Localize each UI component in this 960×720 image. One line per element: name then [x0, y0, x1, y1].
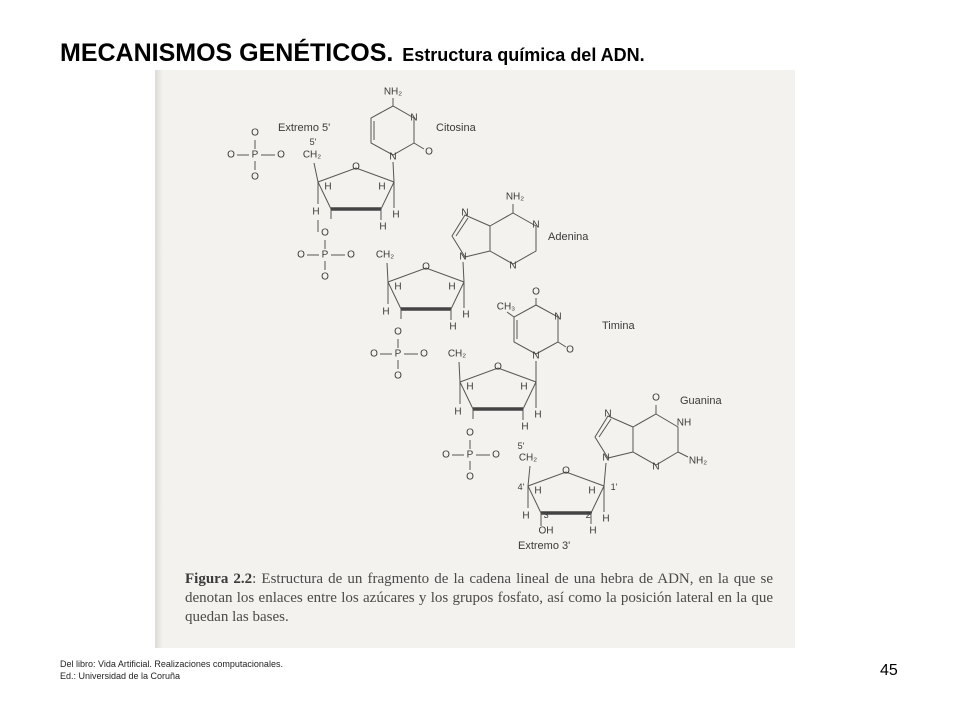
guanine-nh1: NH [676, 417, 692, 429]
sugar-h-c4-2: H [394, 281, 402, 293]
cytosine-n1: N [389, 151, 397, 163]
phosphate-o-left-3: O [370, 348, 378, 360]
adenine-glycosidic-bond [463, 262, 464, 282]
ch2-group-4: CH₂ [518, 452, 538, 464]
guanine-six-ring [633, 414, 678, 465]
phosphate-o-top-3: O [394, 326, 402, 338]
pos-1prime: 1' [610, 482, 618, 492]
adenine-n7: N [461, 207, 469, 219]
title-main: MECANISMOS GENÉTICOS. [60, 39, 394, 67]
caption-label: Figura 2.2 [185, 571, 253, 587]
thymine-n1: N [532, 350, 540, 362]
sugar-h-c4-down-1: H [312, 206, 320, 218]
guanine-n9: N [602, 452, 610, 464]
phosphate-o-right-4: O [492, 449, 500, 461]
sugar-h-c2-down-4: H [589, 525, 597, 537]
phosphate-o-bottom-2: O [321, 271, 329, 283]
phosphate-p-4: P [466, 449, 474, 461]
sugar-ring-oxygen-2: O [422, 261, 430, 273]
phosphate-o-right-1: O [277, 149, 285, 161]
phosphate-o-top-4: O [466, 427, 474, 439]
phosphate-o-right-3: O [420, 348, 428, 360]
sugar-h-c4-down-3: H [454, 406, 462, 418]
page-number: 45 [880, 662, 898, 679]
ch2-group-1: CH₂ [302, 149, 322, 161]
sugar-ring-oxygen-4: O [562, 465, 570, 477]
adenine-n1: N [532, 219, 540, 231]
cytosine-oxygen: O [425, 146, 433, 158]
phosphate-o-top-1: O [251, 127, 259, 139]
guanine-five-ring [595, 416, 633, 458]
sugar-h-c4-1: H [324, 181, 332, 193]
thymine-ring [514, 305, 558, 354]
sugar-h-c1-down-1: H [392, 209, 400, 221]
sugar-ring-oxygen-3: O [494, 361, 502, 373]
sugar-h-c1-down-2: H [462, 309, 470, 321]
phosphate-o-left-4: O [442, 449, 450, 461]
label-timina: Timina [602, 320, 635, 332]
thymine-o2: O [566, 344, 574, 356]
sugar-h-c4-down-2: H [382, 306, 390, 318]
source-citation [60, 658, 283, 682]
slide-title [60, 32, 645, 69]
label-adenina: Adenina [548, 231, 589, 243]
ch2-group-2: CH₂ [375, 249, 395, 261]
phosphate-p-3: P [394, 348, 402, 360]
phosphate-p-1: P [251, 149, 259, 161]
phosphate-o-bottom-3: O [394, 370, 402, 382]
source-line-1: Del libro: Vida Artificial. Realizaciones computacionales. [60, 659, 283, 669]
source-line-2: Ed.: Universidad de la Coruña [60, 671, 181, 681]
sugar-h-c1-1: H [378, 181, 386, 193]
cytosine-nh2: NH₂ [383, 86, 403, 98]
caption-text: : Estructura de un fragmento de la cadena lineal de una hebra de ADN, en la que se denotan los enlaces entre los azúcares y los grupos fosfato, así como la posición lateral en la que quedan las bases. [185, 571, 773, 625]
sugar-h-c4-down-4: H [522, 510, 530, 522]
guanine-n7: N [604, 408, 612, 420]
label-extremo-3: Extremo 3' [518, 540, 571, 552]
cytosine-n3: N [410, 112, 418, 124]
sugar-h-c2-down-3: H [521, 421, 529, 433]
sugar-ring-oxygen-1: O [352, 161, 360, 173]
pos-5prime-1: 5' [309, 137, 317, 147]
title-subtitle: Estructura química del ADN. [402, 45, 645, 65]
sugar-h-c4-3: H [466, 381, 474, 393]
sugar-h-c2-down-1: H [379, 221, 387, 233]
phosphate-o-left-2: O [297, 249, 305, 261]
adenine-n3: N [509, 260, 517, 272]
terminal-oh: OH [538, 525, 554, 537]
ch2-c4-bond-1 [314, 163, 318, 182]
adenine-six-ring [490, 213, 536, 264]
adenine-nh2: NH₂ [505, 191, 525, 203]
phosphate-o-left-1: O [227, 149, 235, 161]
guanine-nh2: NH₂ [688, 455, 708, 467]
phosphate-p-2: P [321, 249, 329, 261]
dna-structure-diagram [155, 70, 795, 560]
label-guanina: Guanina [680, 395, 722, 407]
sugar-h-c1-down-4: H [602, 513, 610, 525]
figure-caption [185, 570, 773, 627]
phosphate-o-bottom-4: O [466, 471, 474, 483]
pos-5prime-4: 5' [517, 441, 525, 451]
guanine-nh2-bond [678, 452, 688, 457]
guanine-glycosidic-bond [604, 463, 606, 486]
sugar-h-c2-down-2: H [449, 321, 457, 333]
pos-4prime: 4' [517, 482, 525, 492]
label-extremo-5: Extremo 5' [278, 122, 331, 134]
adenine-n9: N [459, 251, 467, 263]
guanine-o6: O [652, 392, 660, 404]
sugar-h-c1-2: H [448, 281, 456, 293]
cytosine-glycosidic-bond [393, 162, 394, 182]
cytosine-c2-o-bond [414, 143, 424, 149]
ch2-c4-bond-2 [387, 263, 388, 282]
thymine-ch3: CH₃ [496, 301, 516, 313]
scanned-figure [155, 70, 795, 648]
phosphate-o-top-2: O [321, 227, 329, 239]
thymine-o4: O [532, 286, 540, 298]
ch2-c4-bond-4 [528, 466, 530, 486]
thymine-ch3-bond [507, 312, 514, 317]
cytosine-ring [371, 106, 414, 155]
phosphate-o-bottom-1: O [251, 171, 259, 183]
ch2-group-3: CH₂ [447, 348, 467, 360]
adenine-five-ring [452, 215, 490, 257]
guanine-n3: N [652, 461, 660, 473]
pos-2prime: 2' [585, 510, 593, 520]
thymine-n3: N [554, 311, 562, 323]
pos-3prime: 3' [543, 510, 551, 520]
sugar-h-c1-down-3: H [534, 409, 542, 421]
label-citosina: Citosina [436, 122, 476, 134]
sugar-h-c1-3: H [520, 381, 528, 393]
phosphate-o-right-2: O [347, 249, 355, 261]
thymine-c2-o-bond [558, 342, 566, 347]
ch2-c4-bond-3 [459, 362, 460, 382]
sugar-h-c4-4: H [534, 485, 542, 497]
sugar-h-c1-4: H [588, 485, 596, 497]
